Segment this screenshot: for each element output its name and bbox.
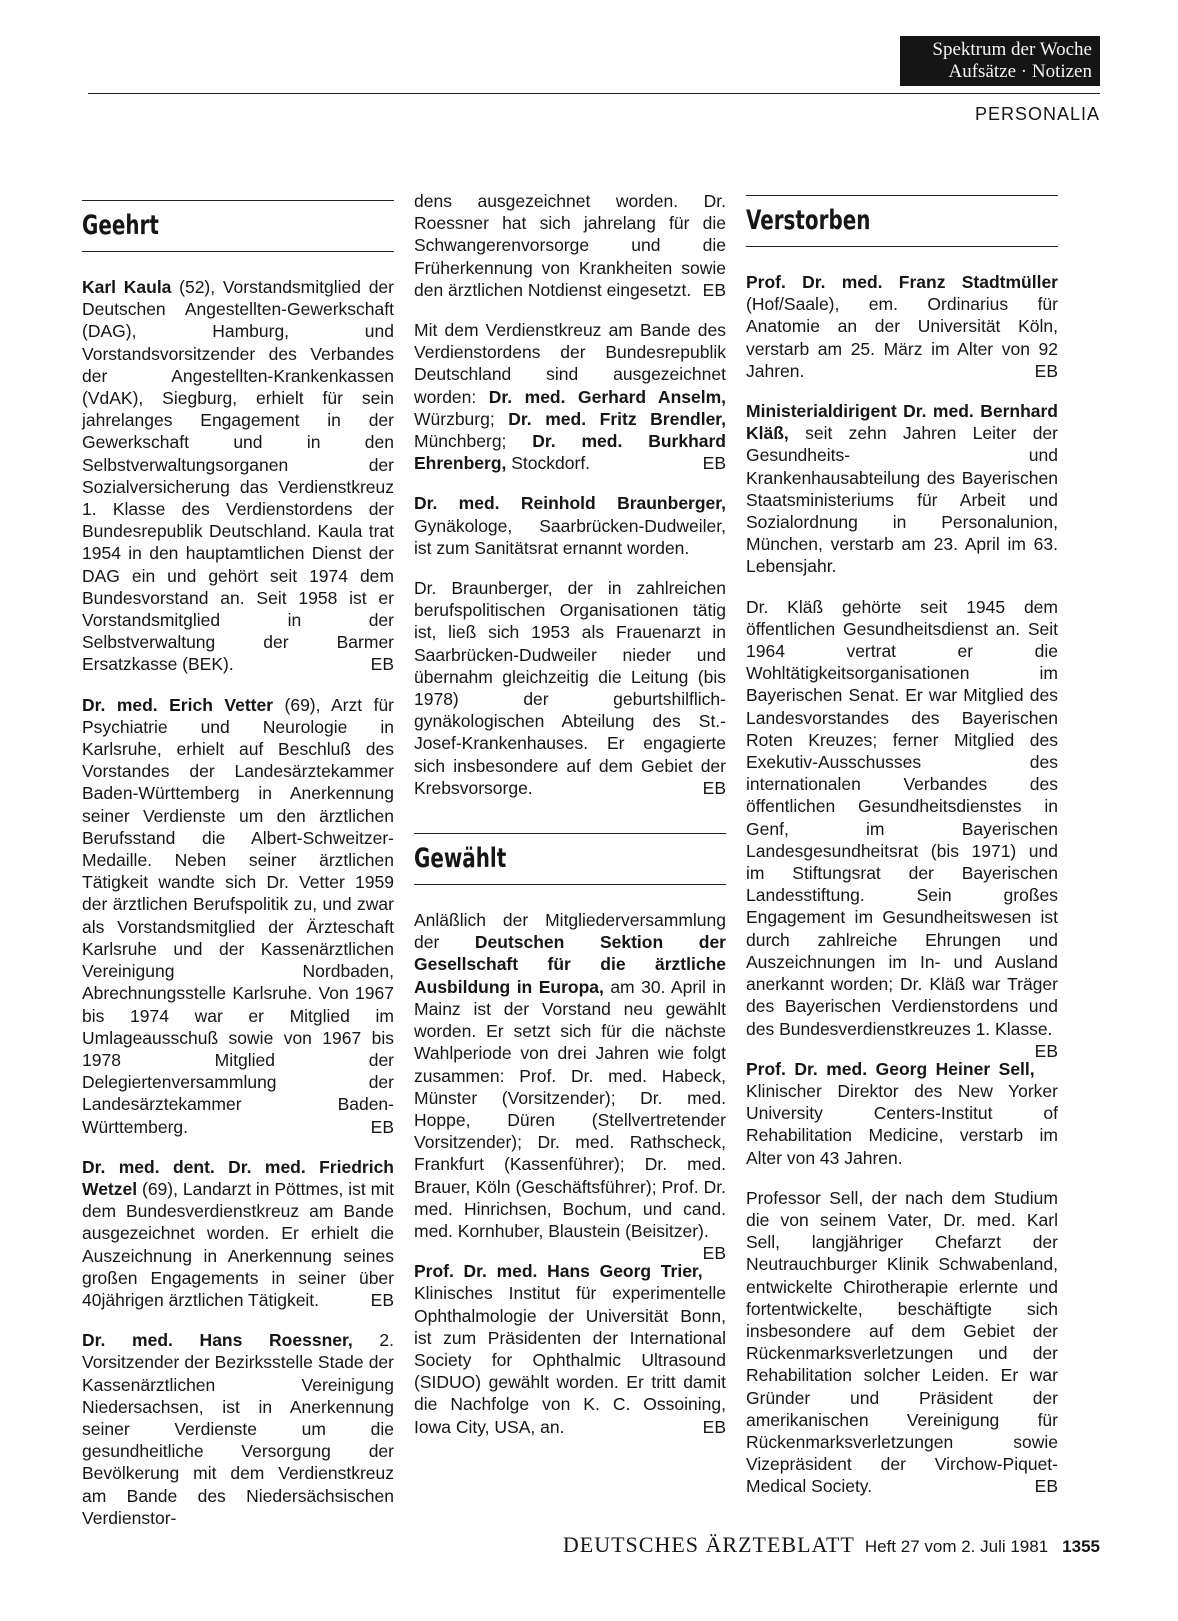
entry-name: Karl Kaula	[82, 277, 172, 297]
eb-signature: EB	[702, 1416, 726, 1437]
entry-klaess-detail	[746, 596, 1058, 1061]
entry-roessner	[82, 1329, 394, 1529]
entry-name: Dr. med. Reinhold Braunberger,	[414, 493, 726, 514]
entry-text: Dr. Kläß gehörte seit 1945 dem öffentlichen Gesundheitsdienst an. Seit 1964 vertrat er die Wohltätigkeitsorganisationen im Bayerischen Senat. Er war Mitglied des Landesvorstandes des Bayerischen Roten Kreuzes; ferner Mitglied des Exekutiv-Ausschusses des internationalen Verbandes des öffentlichen Gesundheitsdienstes in Genf, im Bayerischen Landesgesundheitsrat (bis 1971) und im Stiftungsrat der Bayerischen Landesstiftung. Sein großes Engagement im Gesundheitswesen ist durch zahlreiche Ehrungen und Auszeichnungen im In- und Ausland anerkannt worden; Dr. Kläß war Träger des Bayerischen Verdienstordens und des Bundesverdienstkreuzes 1. Klasse.	[746, 596, 1058, 1039]
entry-braunberger	[414, 492, 726, 559]
heading-rule-bottom	[414, 884, 726, 885]
entry-sell-detail	[746, 1187, 1058, 1498]
entry-text: (69), Arzt für Psychiatrie und Neurologie in Karlsruhe, erhielt auf Beschluß des Vorstandes der Landesärztekammer Baden-Württemberg in Anerkennung seiner Verdienste um den ärztlichen Berufsstand die Albert-Schweitzer-Medaille. Neben seiner ärztlichen Tätigkeit wandte sich Dr. Vetter 1959 der ärztlichen Berufspolitik zu, und zwar als Vorstandsmitglied der Ärzteschaft Karlsruhe und der Kassenärztlichen Vereinigung Nordbaden, Abrechnungsstelle Karlsruhe. Von 1967 bis 1974 war er Mitglied im Umlageausschuß sowie von 1967 bis 1978 Mitglied der Delegiertenversammlung der Landesärztekammer Baden-Württemberg.	[82, 694, 395, 1137]
entry-kaula	[82, 276, 394, 676]
entry-verdienstkreuz-list	[414, 319, 726, 474]
eb-signature: EB	[702, 279, 726, 300]
entry-roessner-cont	[414, 190, 726, 301]
entry-name: Prof. Dr. med. Hans Georg Trier,	[414, 1261, 703, 1282]
entry-name: Ministerialdirigent Dr. med. Bernhard Kläß,	[746, 401, 1058, 444]
heading-rule-top	[82, 200, 394, 201]
entry-name: Prof. Dr. med. Georg Heiner Sell,	[746, 1058, 1035, 1079]
entry-name: Dr. med. Hans Roessner,	[82, 1330, 353, 1351]
entry-text: Mit dem Verdienstkreuz am Bande des Verdienstordens der Bundesrepublik Deutschland sind ausgezeichnet worden:	[414, 320, 726, 407]
eb-signature: EB	[1034, 1476, 1058, 1497]
entry-text: Gynäkologe, Saarbrücken-Dudweiler, ist zum Sanitätsrat ernannt worden.	[414, 515, 726, 558]
masthead-line-1: Spektrum der Woche	[932, 39, 1092, 60]
entry-text: (Hof/Saale), em. Ordinarius für Anatomie an der Universität Köln, verstarb am 25. März im Alter von 92 Jahren.	[746, 294, 1058, 381]
entry-name: Prof. Dr. med. Franz Stadtmüller	[746, 272, 1058, 292]
section-label: PERSONALIA	[974, 104, 1100, 124]
entry-name: Dr. med. Fritz Brendler,	[508, 408, 727, 429]
entry-name: Dr. med. Gerhard Anselm,	[488, 386, 727, 407]
page-footer	[484, 1532, 1100, 1558]
entry-name: Dr. med. Erich Vetter	[82, 694, 274, 715]
entry-gesellschaft	[414, 909, 727, 1264]
heading-rule-bottom	[746, 246, 1058, 247]
entry-text: (69), Landarzt in Pöttmes, ist mit dem Bundesverdienstkreuz am Bande ausgezeichnet worden. Er erhielt die Auszeichnung in Anerkennung seines großen Engagements in seiner über 40jährigen ärztlichen Tätigkeit.	[82, 1178, 394, 1310]
entry-stadtmueller	[746, 271, 1058, 382]
journal-name: DEUTSCHES ÄRZTEBLATT	[562, 1532, 855, 1557]
eb-signature: EB	[370, 1289, 394, 1310]
eb-signature: EB	[702, 453, 726, 474]
column-3	[746, 195, 1058, 1516]
entry-text: dens ausgezeichnet worden. Dr. Roessner hat sich jahrelang für die Schwangerenvorsorge und die Früherkennung von Krankheiten sowie den ärztlichen Notdienst eingesetzt.	[414, 191, 726, 300]
entry-text: Klinisches Institut für experimentelle Ophthalmologie der Universität Bonn, ist zum Präsidenten der International Society for Ophthalmic Ultrasound (SIDUO) gewählt worden. Er tritt damit die Nachfolge von K. C. Ossoining, Iowa City, USA, an.	[414, 1283, 726, 1437]
entry-text: Münchberg;	[414, 431, 533, 452]
entry-text: (52), Vorstandsmitglied der Deutschen Angestellten-Gewerkschaft (DAG), Hamburg, und Vorstandsvorsitzender des Verbandes der Angestellten-Krankenkassen (VdAK), Siegburg, erhielt für sein jahrelanges Engagement in der Gewerkschaft und in den Selbstverwaltungsorganen der Sozialversicherung das Verdienstkreuz 1. Klasse des Verdienstordens der Bundesrepublik Deutschland. Kaula trat 1954 in den hauptamtlichen Dienst der DAG ein und gehört seit 1974 dem Bundesvorstand an. Seit 1958 ist er Vorstandsmitglied in der Selbstverwaltung der Barmer Ersatzkasse (BEK).	[82, 277, 394, 675]
entry-text: Würzburg;	[414, 408, 509, 429]
entry-text: Dr. Braunberger, der in zahlreichen berufspolitischen Organisationen tätig ist, ließ sich 1953 als Frauenarzt in Saarbrücken-Dudweiler nieder und übernahm gleichzeitig die Leitung (bis 1978) der geburtshilflich-gynäkologischen Abteilung des St.-Josef-Krankenhauses. Er engagierte sich insbesondere auf dem Gebiet der Krebsvorsorge.	[414, 578, 726, 798]
heading-rule-bottom	[82, 251, 394, 252]
column-1	[82, 200, 394, 1547]
eb-signature: EB	[370, 654, 394, 675]
entry-braunberger-detail	[414, 577, 726, 799]
entry-sell	[746, 1058, 1058, 1169]
page-number: 1355	[1062, 1537, 1100, 1556]
entry-name: Dr. med. Burkhard Ehrenberg,	[414, 431, 726, 474]
eb-signature: EB	[702, 1243, 726, 1264]
eb-signature: EB	[1034, 1040, 1058, 1061]
issue-info: Heft 27 vom 2. Juli 1981	[864, 1537, 1049, 1556]
entry-text: Klinischer Direktor des New Yorker University Centers-Institut of Rehabilitation Medicine, verstarb im Alter von 43 Jahren.	[746, 1080, 1058, 1168]
heading-gewaehlt: Gewählt	[414, 843, 507, 875]
entry-vetter	[82, 694, 394, 1138]
eb-signature: EB	[370, 1116, 394, 1137]
entry-klaess	[746, 400, 1058, 578]
entry-text: Professor Sell, der nach dem Studium die von seinem Vater, Dr. med. Karl Sell, langjähriger Chefarzt der Neutrauchburger Klinik Schwabenland, entwickelte Chirotherapie erlernte und fortentwickelte, beschäftigte sich insbesondere auf dem Gebiet der Rückenmarksverletzungen und der Rehabilitation solcher Leiden. Er war Gründer und Präsident der amerikanischen Vereinigung für Rückenmarksverletzungen sowie Vizepräsident der Virchow-Piquet-Medical Society.	[746, 1187, 1058, 1497]
masthead-box	[900, 36, 1100, 86]
heading-rule-top	[414, 833, 726, 834]
entry-text: am 30. April in Mainz ist der Vorstand neu gewählt worden. Er setzt sich für die nächste Wahlperiode von drei Jahren wie folgt zusammen: Prof. Dr. med. Habeck, Münster (Vorsitzender); Dr. med. Hoppe, Düren (Stellvertretender Vorsitzender); Dr. med. Rathscheck, Frankfurt (Kassenführer); Dr. med. Brauer, Köln (Geschäftsführer); Prof. Dr. med. Hinrichsen, Bochum, und cand. med. Kornhuber, Blaustein (Beisitzer).	[414, 976, 727, 1241]
column-2	[414, 190, 726, 1456]
entry-text: Stockdorf.	[506, 453, 591, 474]
entry-name: Deutschen Sektion der Gesellschaft für die ärztliche Ausbildung in Europa,	[414, 932, 726, 997]
entry-text: 2. Vorsitzender der Bezirksstelle Stade der Kassenärztlichen Vereinigung Niedersachsen, ist in Anerkennung seiner Verdienste um die gesundheitliche Versorgung der Bevölkerung mit dem Verdienstkreuz am Bande des Niedersächsischen Verdienstor-	[82, 1330, 394, 1528]
entry-text: seit zehn Jahren Leiter der Gesundheits- und Krankenhausabteilung des Bayerischen Staatsministeriums für Arbeit und Sozialordnung in Personalunion, München, verstarb am 23. April im 63. Lebensjahr.	[746, 423, 1058, 577]
entry-wetzel	[82, 1156, 394, 1311]
entry-trier	[414, 1260, 726, 1438]
heading-rule-top	[746, 195, 1058, 196]
entry-text: Anläßlich der Mitgliederversammlung der	[414, 910, 726, 953]
heading-geehrt: Geehrt	[82, 210, 159, 241]
header-rule	[88, 93, 1100, 94]
heading-verstorben: Verstorben	[746, 205, 871, 236]
entry-name: Dr. med. dent. Dr. med. Friedrich Wetzel	[82, 1156, 394, 1199]
eb-signature: EB	[1034, 360, 1058, 381]
eb-signature: EB	[702, 777, 726, 798]
masthead-line-2: Aufsätze · Notizen	[948, 61, 1092, 82]
